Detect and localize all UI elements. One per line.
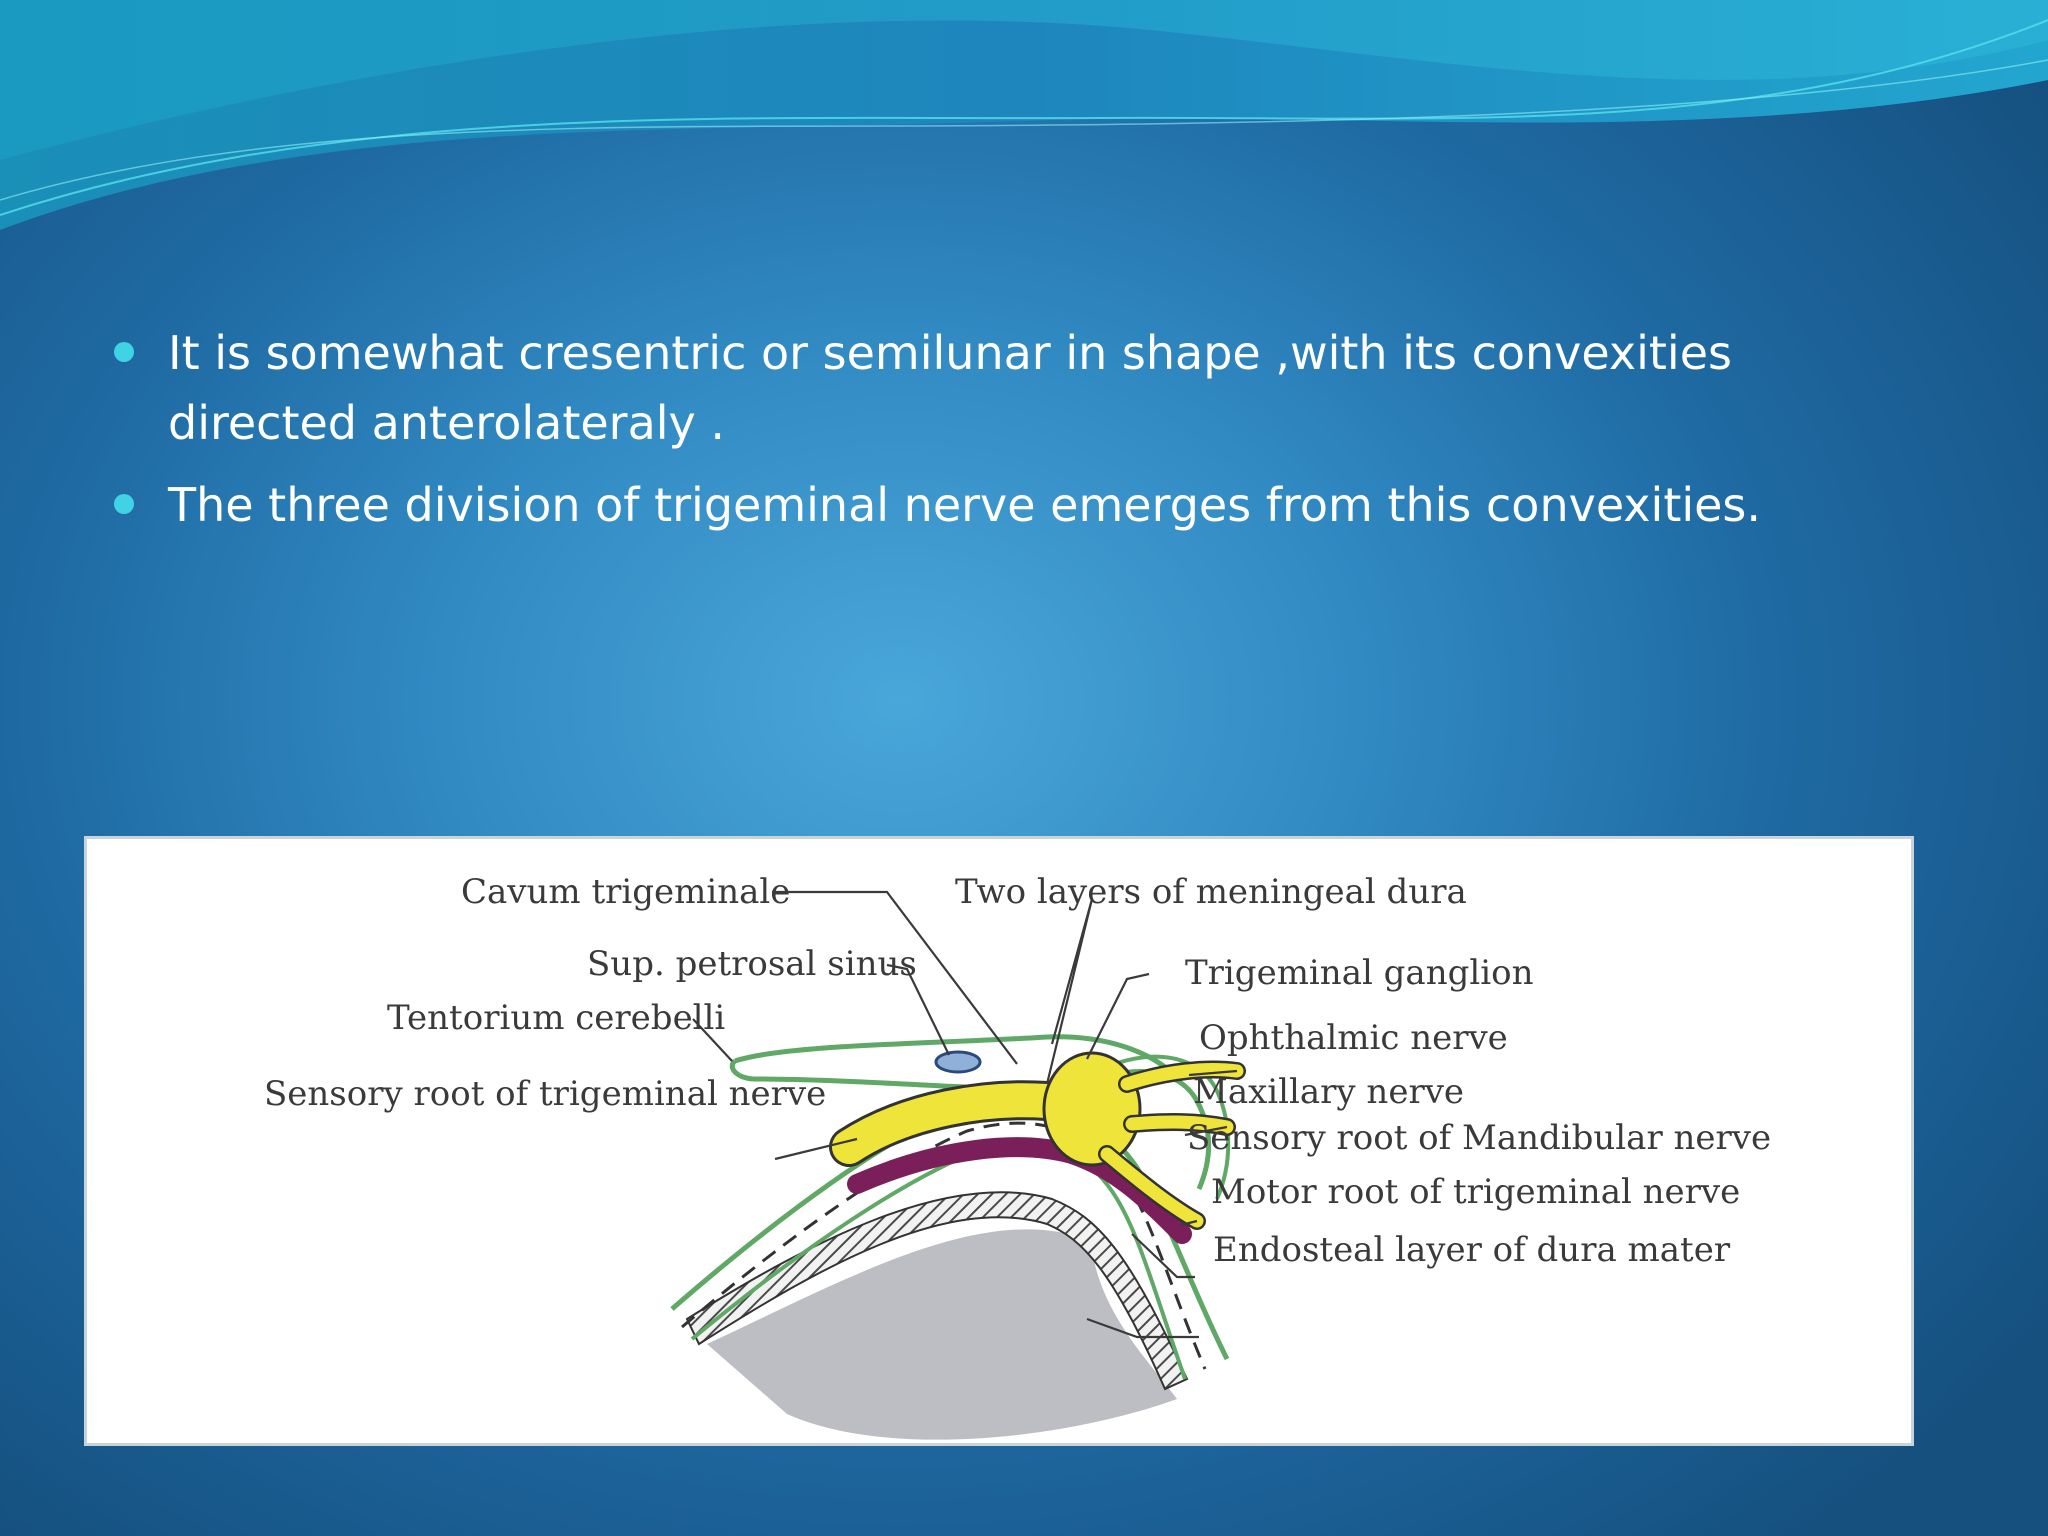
label-sensory-root-mandibular-nerve: Sensory root of Mandibular nerve: [1187, 1118, 1772, 1158]
bullet-list: [110, 318, 1930, 552]
label-endosteal-layer-dura: Endosteal layer of dura mater: [1213, 1230, 1731, 1270]
trigeminal-ganglion-diagram: [84, 836, 1914, 1446]
label-ophthalmic-nerve: Ophthalmic nerve: [1199, 1018, 1508, 1058]
label-trigeminal-ganglion: Trigeminal ganglion: [1185, 953, 1534, 993]
trigeminal-ganglion-body: [1044, 1053, 1140, 1165]
label-cavum-trigeminale: Cavum trigeminale: [461, 872, 791, 912]
bullet-dot-icon: [114, 494, 134, 514]
diagram-canvas: [87, 839, 1911, 1443]
bullet-dot-icon: [114, 342, 134, 362]
label-sup-petrosal-sinus: Sup. petrosal sinus: [587, 944, 917, 984]
label-two-layers-meningeal-dura: Two layers of meningeal dura: [955, 872, 1467, 912]
header-wave-decoration: [0, 0, 2048, 240]
label-maxillary-nerve: Maxillary nerve: [1193, 1072, 1465, 1112]
bullet-text: It is somewhat cresentric or semilunar in shape ,with its convexities directed anterolateraly .: [168, 326, 1732, 450]
bullet-item: [110, 470, 1930, 540]
label-tentorium-cerebelli: Tentorium cerebelli: [387, 998, 726, 1038]
bullet-text: The three division of trigeminal nerve emerges from this convexities.: [168, 478, 1762, 532]
superior-petrosal-sinus: [936, 1052, 980, 1072]
label-sensory-root-trigeminal-nerve: Sensory root of trigeminal nerve: [264, 1074, 827, 1114]
label-motor-root-trigeminal-nerve: Motor root of trigeminal nerve: [1211, 1172, 1741, 1212]
bullet-item: [110, 318, 1930, 458]
